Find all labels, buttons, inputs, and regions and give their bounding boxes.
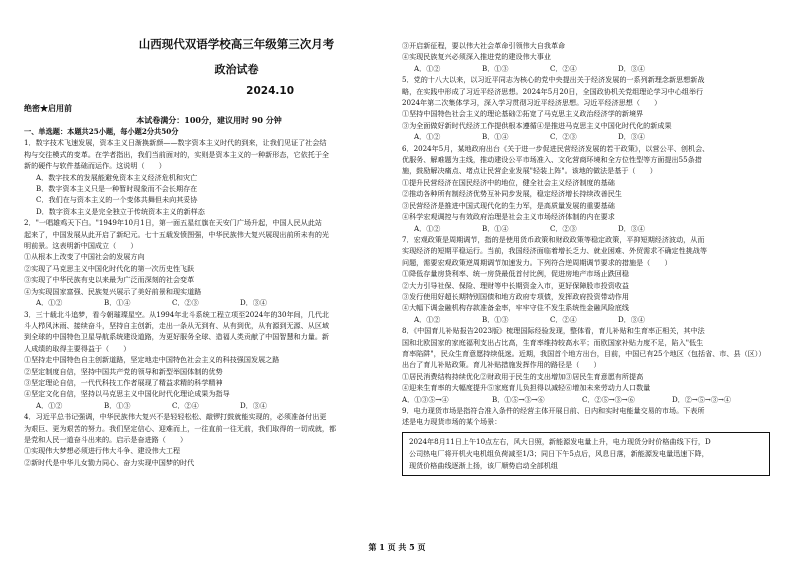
statement-item: ①提升民营经济在国民经济中的地位，健全社会主义经济制度的基础 [402,177,615,187]
statement-item: ③为全面做好新时代经济工作提供根本遵循④是推进马克思主义中国化时代化的新成果 [402,120,672,130]
question-3 [24,309,394,412]
statement-item: ③民营经济是推进中国式现代化的生力军，是高质量发展的重要基础 [402,200,615,210]
scenario-text: 现货价格曲线逐渐上扬，该厂顺势启动全部机组 [409,461,558,471]
statement-item: ①实现伟大梦想必须进行伟大斗争、建设伟大工程 [24,446,181,456]
question-text: 3．三十载北斗追梦，看今朝璀璨星空。从1994年北斗系统工程立项至2024年的30年间，几代北 [24,309,330,319]
answer-option: D．③④ [240,400,267,410]
answer-option: D．③④ [618,132,645,142]
question-text: 新的硬件与软件基础而运作。这说明（ ） [24,161,166,171]
answer-option: D．数字资本主义是完全独立于传统资本主义的新样态 [36,206,205,216]
question-text: 是党和人民一道奋斗出来的。启示是奋进路（ ） [24,434,188,444]
question-text: 2．"一唱雄鸡天下白。"1949年10月1日，第一面五星红旗在天安门广场升起，中国人民从此站 [24,218,323,228]
question-text: 育率陷阱"，民众生育意愿持续低迷。近期，我国首个地方出台，目前，中国已有25个地区（包括省、市、县（区）） [402,348,766,358]
answer-option: C．②③ [550,223,577,233]
answer-option: C．②③ [550,132,577,142]
answer-option: B．①⑤→③→⑥ [492,394,545,404]
question-text: 施，鼓励解决痛点、堵点让民营企业发展"轻装上阵"。该地的做法是基于（ ） [402,166,657,176]
question-text: 8．《中国育儿补贴报告2023版》梳理国际经验发现，整体看，育儿补贴和生育率正相关，其中法 [402,326,705,336]
question-6 [402,143,776,234]
statement-item: ②新时代是中华儿女勠力同心、奋力实现中国梦的时代 [24,457,195,467]
answer-option: A．①② [36,298,63,308]
statement-item: ①坚持中国特色社会主义的理论基础②拓宽了马克思主义政治经济学的新境界 [402,109,644,119]
answer-option: C．我们在与资本主义的一个变体共舞但未向其妥协 [36,195,198,205]
answer-option: B．①④ [104,298,131,308]
statement-item: ④科学宏观调控与有效政府治理是社会主义市场经济体制的内在要求 [402,212,615,222]
answer-options [24,400,394,411]
answer-options [402,394,776,405]
answer-option: A．①② [414,63,441,73]
question-text: 2024年第二次集体学习，深入学习贯彻习近平经济思想。习近平经济思想（ ） [402,98,662,108]
answer-option: B．①④ [482,132,509,142]
scenario-text: 2024年8月11日上午10点左右，风大日照，新能源发电量上升，电力现货分时价格曲线下行，D [409,436,711,446]
answer-option: A．①③⑤→④ [402,394,449,404]
question-text: 出台了育儿补贴政策。育儿补贴措施发挥作用的路径是（ ） [402,360,601,370]
question-8 [402,325,776,405]
statement-item: ③开启新征程，要以伟大社会革命引领伟大自我革命 [402,41,566,50]
question-text: 优服务、解难题为主线，推动建设公平市场准入、文化营商环境和全方位性型等方面提出55条措 [402,155,702,165]
answer-option: B．①④ [482,223,509,233]
question-text: 6．2024年5月，某地政府出台《关于进一步促进民营经济发展的若干政策》，以营公平、创机会、 [402,143,710,153]
statement-item: ②推动各种所有制经济优势互补同步发展，稳定经济增长持续改善民生 [402,189,622,199]
question-text: 为艰巨、更为艰苦的努力。我们坚定信心、迎难而上，一往直前一往无前，我们取得的一切成就，都 [24,423,337,433]
exam-date: 2024.10 [246,85,294,97]
answer-option: D．③④ [618,314,645,324]
question-text: 人成绩的取得主要得益于（ ） [24,343,131,353]
answer-option: A．①② [414,132,441,142]
statement-item: ④实现民族复兴必须深入推进党的建设伟大事业 [402,52,551,62]
right-column [402,40,776,476]
question-text: 到全球的中国特色卫星导航系统建设道路，为更好服务全球、造福人类贡献了中国智慧和力量。新 [24,332,330,342]
answer-option: B．①③ [104,400,131,410]
statement-item: ③发行使用好超长期特别国债和地方政府专项债，发挥政府投资带动作用 [402,291,629,301]
question-text: 述是电力现货市场的某个场景： [402,417,502,427]
question-4 [24,411,394,468]
question-text: 明前景。这表明新中国成立（ ） [24,241,138,251]
score-info: 本试卷满分：100分，建议用时 90 分钟 [136,115,282,125]
statement-item: ④坚定文化自信，坚持以马克思主义中国化时代化理论成果为指导 [24,389,230,399]
answer-option: B．①③ [482,63,509,73]
answer-option: A．①② [36,400,63,410]
answer-option: D．③④ [240,298,267,308]
question-text: 问题，需要宏观政策逆周期调节加速发力。下列符合逆周期调节要求的措施是（ ） [402,257,672,267]
answer-option: C．②⑤→③→⑥ [582,394,635,404]
question-text: 起来了，中国发展从此开启了新纪元。七十五载发愤图强，中华民族伟大复兴展现出前所未有的光 [24,229,330,239]
answer-option: A．①② [414,314,441,324]
answer-options [402,223,776,234]
statement-item: ①居民消费结构持续优化②财政用于民生的支出增加③居民生育意愿有所提高 [402,371,644,381]
question-text: 1．数字技术飞速发展，资本主义日渐换新颜——数字资本主义时代的到来，让我们见证了社会结 [24,138,327,148]
answer-option: D．③④ [618,63,645,73]
exam-subject: 政治试卷 [214,63,259,76]
statement-item: ①坚持走中国特色自主创新道路，坚定地走中国特色社会主义的科技强国发展之路 [24,355,280,365]
answer-option: A．①② [414,223,441,233]
secret-label: 绝密★启用前 [24,103,72,113]
question-9 [402,405,776,476]
question-4-continued [402,40,776,74]
left-column [24,36,394,468]
statement-item: ②大力引导社保、保险、理财等中长期资金入市，更好保障股市投资收益 [402,280,629,290]
question-text: 构与交往模式的变革。在学者指出，我们当前面对的，实则是资本主义的一种新形态，它依托于全 [24,149,330,159]
question-2 [24,217,394,308]
answer-option: C．②③ [172,298,199,308]
statement-item: ①从根本上改变了中国社会的发展方向 [24,252,145,262]
answer-option: B．①③ [482,314,509,324]
statement-item: ④迎来生育率的大幅度提升⑤家庭育儿负担得以减轻⑥增加未来劳动力人口数量 [402,383,651,393]
question-1 [24,137,394,217]
statement-item: ①降低存量房贷利率、统一房贷最低首付比例，促进房地产市场止跌回稳 [402,269,629,279]
answer-option: D．③④ [618,223,645,233]
answer-option: D．②→⑤→③→④ [672,394,731,404]
question-text: 实现经济的短期平稳运行。当前，我国经济面临着增长乏力、就业困难、外贸需求不确定性挑战等 [402,246,708,256]
question-text: 斗人栉风沐雨、接续奋斗，坚持自主创新，走出一条从无到有、从有到优，从有源到无源、从区域 [24,320,330,330]
statement-item: ④为实现国家富强、民族复兴展示了美好前景和现实道路 [24,286,202,296]
section-heading: 一、单选题：本题共25小题，每小题2分共50分 [24,127,179,136]
question-text: 4．习近平总书记强调，中华民族伟大复兴不是轻轻松松、敲锣打鼓就能实现的，必须准备付出更 [24,412,327,422]
scenario-text: 公司热电厂将开机火电机组负荷减至1/3；同日下午5点后，风息日落，新能源发电量迅速下降， [409,449,709,459]
question-7 [402,234,776,325]
answer-options [402,314,776,325]
question-text: 7．宏观政策是周期调节，指的是使用货币政策和财政政策等稳定政策，平抑短期经济波动，从而 [402,234,705,244]
answer-option: A．数字技术的发展能避免资本主义经济危机和灾亡 [36,172,198,182]
answer-options [402,63,776,74]
exam-title: 山西现代双语学校高三年级第三次月考 [138,37,335,51]
answer-option: C．②④ [550,63,577,73]
question-text: 国和北欧国家的家庭福利支出占比高，生育率维持较高水平；而欧国家补贴力度不足，陷入"低生 [402,337,704,347]
question-5 [402,74,776,142]
answer-options [24,297,394,308]
statement-item: ②实现了马克思主义中国化时代化的第一次历史性飞跃 [24,263,195,273]
answer-option: C．②④ [172,400,199,410]
answer-options [402,131,776,142]
statement-item: ④大幅下调金融机构存款准备金率，牢牢守住不发生系统性金融风险底线 [402,303,629,313]
answer-option: B．数字资本主义只是一种暂时现象而不会长期存在 [36,184,198,194]
page-footer: 第 1 页 共 5 页 [368,542,426,552]
statement-item: ③实现了中华民族有史以来最为广泛而深刻的社会变革 [24,275,195,285]
statement-item: ②坚定制度自信，坚持中国共产党的领导和新型举国体制的优势 [24,366,223,376]
question-text: 略，在实践中形成了习近平经济思想。2024年5月20日，全国政协机关党组理论学习中心组举行 [402,86,704,96]
statement-item: ③坚定理论自信，一代代科技工作者展现了精益求精的科学精神 [24,377,223,387]
question-text: 9．电力现货市场是指符合准入条件的经营主体开展日前、日内和实时电能量交易的市场。下表所 [402,406,705,415]
answer-option: C．②④ [550,314,577,324]
scenario-box [402,432,770,477]
question-text: 5．党的十八大以来，以习近平同志为核心的党中央提出关于经济发展的一系列新理念新思想新战 [402,75,705,85]
